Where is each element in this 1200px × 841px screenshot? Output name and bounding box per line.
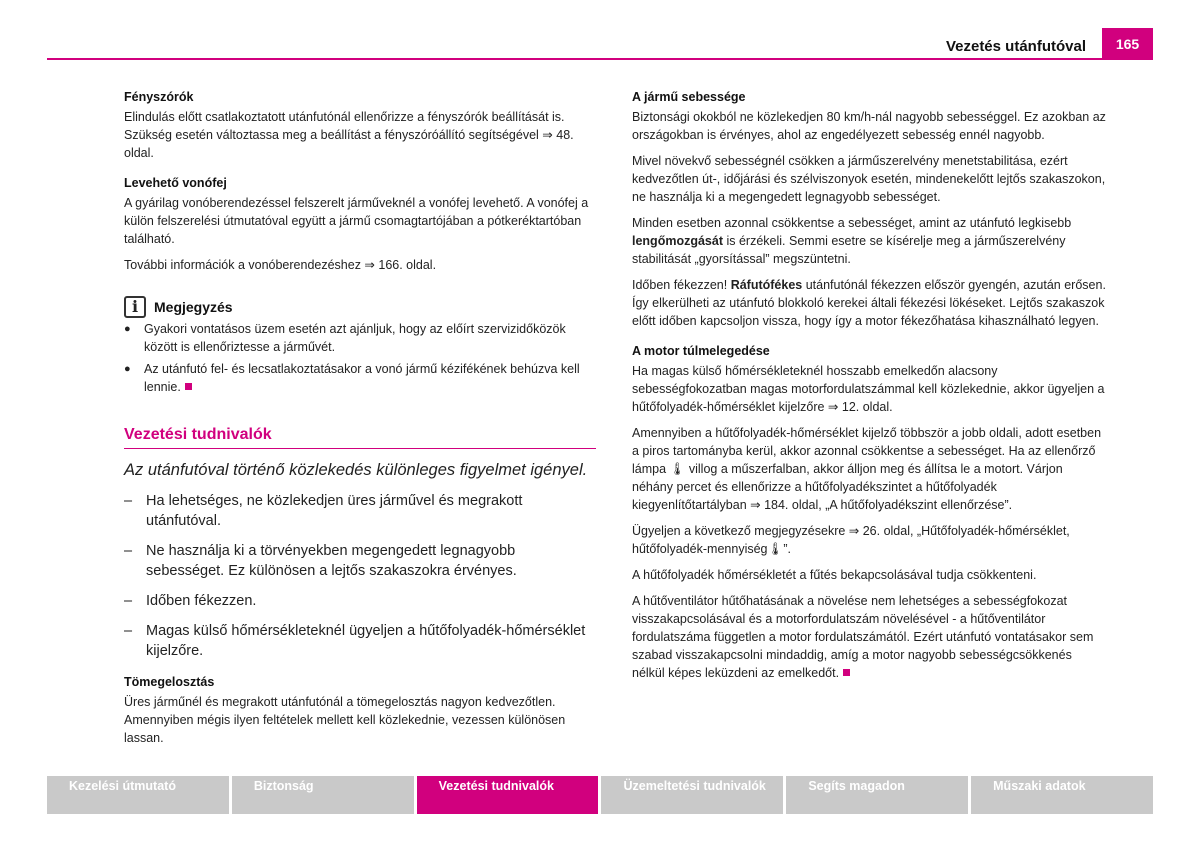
dash-icon: – [124, 493, 133, 509]
page-number: 165 [1102, 28, 1153, 60]
section-heading: A jármű sebessége [632, 90, 746, 104]
tab-biztonsag[interactable]: Biztonság [232, 776, 414, 814]
section-heading: A motor túlmelegedése [632, 344, 770, 358]
section-heading: Fényszórók [124, 90, 194, 104]
note-bullet-text: Gyakori vontatásos üzem esetén azt ajánljuk, hogy az előírt szervizidőközök között is ellenőriztesse a járművét. [144, 322, 566, 354]
right-column [632, 88, 1106, 690]
section-heading: Tömegelosztás [124, 675, 215, 689]
tab-segits-magadon[interactable]: Segíts magadon [786, 776, 968, 814]
tab-muszaki-adatok[interactable]: Műszaki adatok [971, 776, 1153, 814]
end-of-section-icon [843, 669, 850, 676]
coolant-temperature-icon: 🌡 [669, 462, 686, 476]
note-bullet-text: Az utánfutó fel- és lecsatlakoztatásakor a vonó jármű kézifékének behúzva kell lennie. [144, 362, 580, 394]
paragraph: Amennyiben a hűtőfolyadék-hőmérséklet kijelző többször a jobb oldali, adott esetben a piros tartományba kerül, akkor azonnal csökkentse a sebességet. Ha az ellenőrző lámpa 🌡 villog a műszerfalban, akkor álljon meg és állítsa le a motort. Várjon néhány percet és ellenőrizze a hűtőfolyadékszintet a hűtőfolyadék kiegyenlítőtartályban ⇒ 184. oldal, „A hűtőfolyadékszint ellenőrzése”. [632, 426, 1102, 512]
note-bullet [124, 320, 596, 356]
list-item [124, 621, 596, 661]
bullet-icon: ● [124, 363, 131, 375]
paragraph: Ha magas külső hőmérsékleteknél hosszabb emelkedőn alacsony sebességfokozatban magas motorfordulatszámmal kell közlekednie, akkor ügyeljen a hűtőfolyadék-hőmérséklet kijelzőre ⇒ 12. oldal. [632, 364, 1105, 414]
left-column [124, 88, 596, 755]
list-item [124, 591, 596, 611]
list-item [124, 491, 596, 531]
paragraph: Minden esetben azonnal csökkentse a sebességet, amint az utánfutó legkisebb lengőmozgását is érzékeli. Semmi esetre se kísérelje meg a járműszerelvény stabilitását „gyorsítással” megszüntetni. [632, 216, 1072, 266]
section-heading: Levehető vonófej [124, 176, 227, 190]
paragraph: A hűtőventilátor hűtőhatásának a növelése nem lehetséges a sebességfokozat visszakapcsolásával és a motorfordulatszám növelésével - a hűtőventilátor fordulatszáma független a motor fordulatszámától. Ezért utánfutó vontatásakor sem szabad visszakapcsolni mindaddig, amíg a motor nagyobb sebességcsökkenés nélkül képes leküzdeni az emelkedőt. [632, 594, 1094, 680]
paragraph: A gyárilag vonóberendezéssel felszerelt járműveknél a vonófej levehető. A vonófej a külön felszerelési útmutatóval együtt a jármű csomagtartójában a pótkeréktartóban található. [124, 196, 589, 246]
dash-icon: – [124, 593, 133, 609]
list-item-text: Időben fékezzen. [146, 593, 257, 609]
dash-icon: – [124, 623, 133, 639]
note-bullet [124, 360, 596, 396]
tab-uzemeltetesi-tudnivalok[interactable]: Üzemeltetési tudnivalók [601, 776, 783, 814]
list-item-text: Ne használja ki a törvényekben megengedett legnagyobb sebességet. Ez különösen a lejtős szakaszokra érvényes. [146, 543, 517, 579]
info-icon: i [124, 296, 146, 318]
bullet-icon: ● [124, 323, 131, 335]
section-title: Vezetési tudnivalók [124, 426, 596, 449]
paragraph: A hűtőfolyadék hőmérsékletét a fűtés bekapcsolásával tudja csökkenteni. [632, 568, 1037, 582]
tab-kezelesi-utmutato[interactable]: Kezelési útmutató [47, 776, 229, 814]
tab-vezetesi-tudnivalok[interactable]: Vezetési tudnivalók [417, 776, 599, 814]
section-lead: Az utánfutóval történő közlekedés különleges figyelmet igényel. [124, 461, 588, 479]
paragraph: Mivel növekvő sebességnél csökken a járműszerelvény menetstabilitása, ezért kedvezőtlen út-, időjárási és szélviszonyok esetén, mindenekelőtt lejtős szakaszokon, ne használja ki a megengedett legnagyobb sebességet. [632, 154, 1106, 204]
paragraph: Ügyeljen a következő megjegyzésekre ⇒ 26. oldal, „Hűtőfolyadék-hőmérséklet, hűtőfolyadék-mennyiség🌡”. [632, 524, 1070, 556]
chapter-nav [47, 776, 1153, 814]
list-item-text: Ha lehetséges, ne közlekedjen üres járművel és megrakott utánfutóval. [146, 493, 523, 529]
paragraph: Biztonsági okokból ne közlekedjen 80 km/h-nál nagyobb sebességgel. Ez azokban az országokban is érvényes, ahol az engedélyezett sebesség ennél nagyobb. [632, 110, 1106, 142]
paragraph: Elindulás előtt csatlakoztatott utánfutónál ellenőrizze a fényszórók beállítását is. Szükség esetén változtassa meg a beállítást a fényszóróállító segítségével ⇒ 48. oldal. [124, 110, 574, 160]
list-item [124, 541, 596, 581]
paragraph: Üres járműnél és megrakott utánfutónál a tömegelosztás nagyon kedvezőtlen. Amennyiben mégis ilyen feltételek mellett kell közlekednie, vezessen különösen lassan. [124, 695, 566, 745]
paragraph: Időben fékezzen! Ráfutófékes utánfutónál fékezzen először gyengén, azután erősen. Így elkerülheti az utánfutó blokkoló kerekei általi fékezési lökéseket. Lejtős szakaszok előtt időben kapcsoljon vissza, hogy így a motor fékezőhatása kihasználható legyen. [632, 278, 1106, 328]
paragraph: További információk a vonóberendezéshez ⇒ 166. oldal. [124, 258, 437, 272]
note-title: Megjegyzés [154, 299, 233, 315]
note-header [124, 296, 596, 318]
header-rule [47, 58, 1153, 60]
coolant-temperature-icon: 🌡 [767, 542, 784, 556]
dash-icon: – [124, 543, 133, 559]
list-item-text: Magas külső hőmérsékleteknél ügyeljen a hűtőfolyadék-hőmérséklet kijelzőre. [146, 623, 586, 659]
page-header-title: Vezetés utánfutóval [945, 38, 1086, 55]
end-of-section-icon [185, 383, 192, 390]
